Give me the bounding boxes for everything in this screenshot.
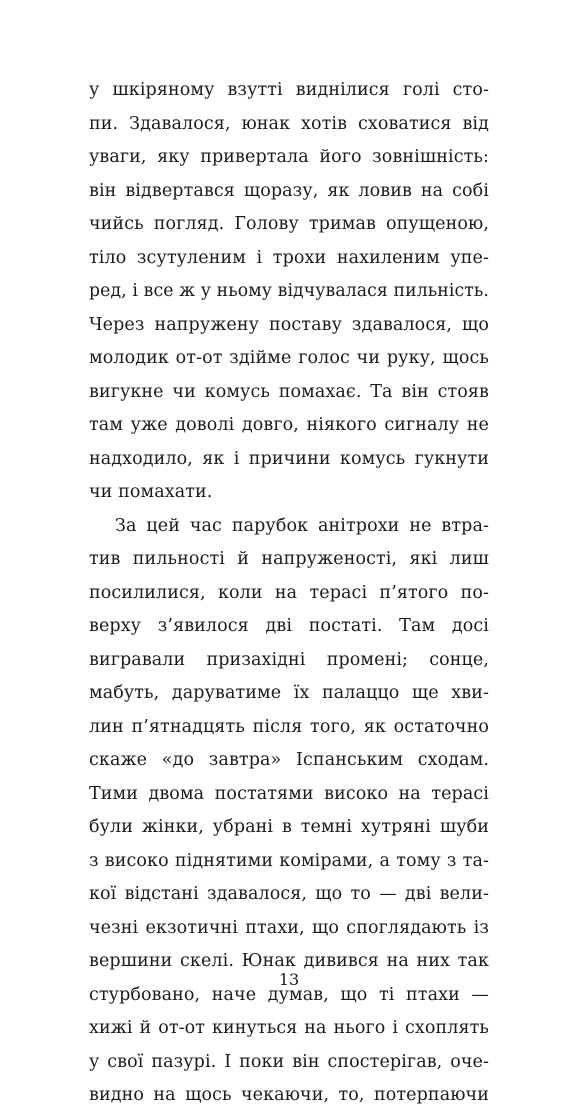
text-line: За цей час парубок анітрохи не втра- xyxy=(115,515,489,536)
text-line: чийсь погляд. Голову тримав опущеною, xyxy=(89,214,489,234)
text-line: Тими двома постатями високо на терасі xyxy=(89,783,489,804)
text-block xyxy=(89,74,489,1113)
text-line: чезні екзотичні птахи, що споглядають із xyxy=(89,917,489,938)
text-line: скаже «до завтра» Іспанським сходам. xyxy=(89,750,489,770)
text-line: вигравали призахідні промені; сонце, xyxy=(89,649,489,670)
text-line: кої відстані здавалося, що то — дві вели- xyxy=(89,884,489,904)
text-line: хижі й от-от кинуться на нього і схоплять xyxy=(89,1018,489,1038)
text-line: у свої пазурі. І поки він спостерігав, оче- xyxy=(89,1051,489,1072)
text-line: у шкіряному взутті виднілися голі сто- xyxy=(89,80,489,100)
text-line: лин п’ятнадцять після того, як остаточно xyxy=(89,716,489,737)
text-line: тив пильності й напруженості, які лиш xyxy=(89,549,489,569)
text-line: надходило, як і причини комусь гукнути xyxy=(89,448,489,469)
text-line: тіло зсутуленим і трохи нахиленим упе- xyxy=(89,247,489,268)
text-line: він відвертався щоразу, як ловив на собі xyxy=(89,180,489,201)
text-line: вигукне чи комусь помахає. Та він стояв xyxy=(89,381,489,402)
text-line: там уже доволі довго, ніякого сигналу не xyxy=(89,415,489,435)
text-line: видно на щось чекаючи, то, потерпаючи xyxy=(89,1085,489,1105)
text-line: уваги, яку привертала його зовнішність: xyxy=(89,147,489,167)
text-line: з високо піднятими комірами, а тому з та- xyxy=(89,850,489,871)
text-line: ред, і все ж у ньому відчувалася пильність. xyxy=(89,281,489,301)
text-line: були жінки, убрані в темні хутряні шуби xyxy=(89,817,489,837)
text-line: вершини скелі. Юнак дивився на них так xyxy=(89,951,489,971)
text-line: пи. Здавалося, юнак хотів сховатися від xyxy=(89,113,489,134)
text-line: мабуть, даруватиме їх палаццо ще хви- xyxy=(89,683,489,703)
text-line: молодик от-от здійме голос чи руку, щось xyxy=(89,348,489,368)
text-line: посилилися, коли на терасі п’ятого по- xyxy=(89,582,489,603)
page-number: 13 xyxy=(278,970,300,989)
text-line: Через напружену поставу здавалося, що xyxy=(89,314,489,335)
text-line: верху з’явилося дві постаті. Там досі xyxy=(89,616,489,636)
text-line: чи помахати. xyxy=(89,482,213,502)
text-line: стурбовано, наче думав, що ті птахи — xyxy=(89,984,489,1005)
